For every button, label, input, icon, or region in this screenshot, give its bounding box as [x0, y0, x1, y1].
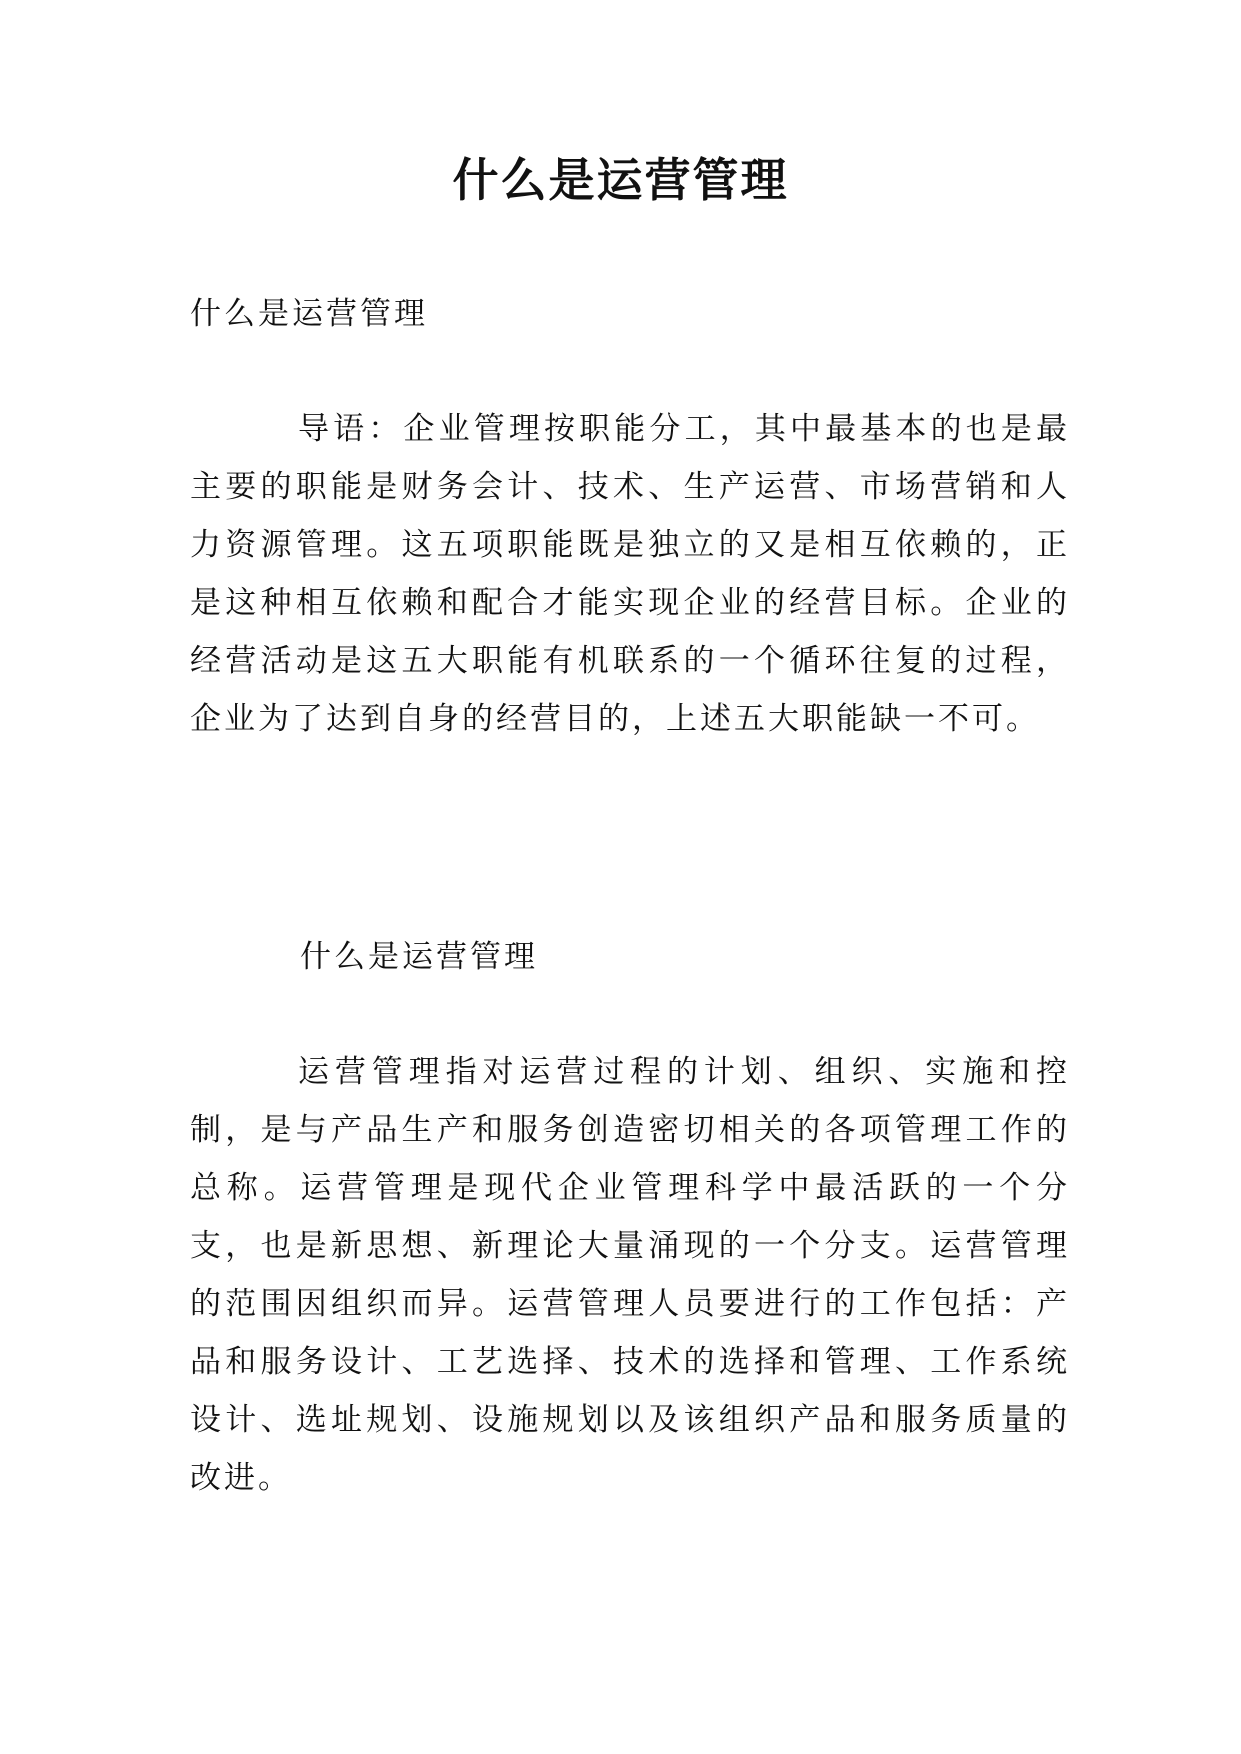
definition-paragraph: 运营管理指对运营过程的计划、组织、实施和控制，是与产品生产和服务创造密切相关的各项管理工作的总称。运营管理是现代企业管理科学中最活跃的一个分支，也是新思想、新理论大量涌现的一个分支。运营管理的范围因组织而异。运营管理人员要进行的工作包括：产品和服务设计、工艺选择、技术的选择和管理、工作系统设计、选址规划、设施规划以及该组织产品和服务质量的改进。 [190, 1054, 1070, 1496]
intro-paragraph: 导语：企业管理按职能分工，其中最基本的也是最主要的职能是财务会计、技术、生产运营、市场营销和人力资源管理。这五项职能既是独立的又是相互依赖的，正是这种相互依赖和配合才能实现企业的经营目标。企业的经营活动是这五大职能有机联系的一个循环往复的过程，企业为了达到自身的经营目的，上述五大职能缺一不可。 [190, 411, 1070, 737]
section-heading-1: 什么是运营管理 [190, 296, 428, 332]
document-title: 什么是运营管理 [452, 153, 789, 207]
section-heading-2: 什么是运营管理 [300, 939, 538, 975]
